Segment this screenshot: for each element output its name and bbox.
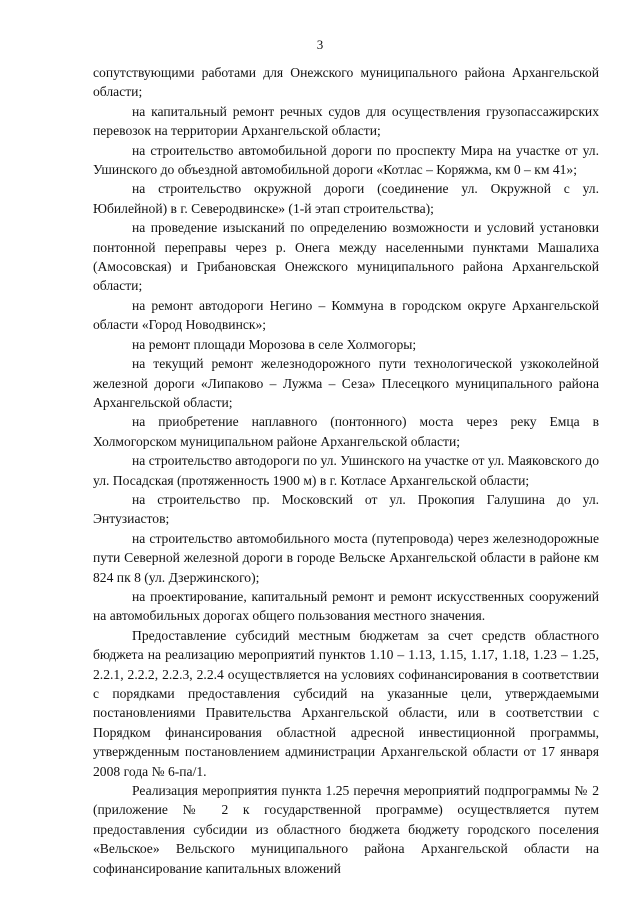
paragraph-3: на строительство автомобильной дороги по проспекту Мира на участке от ул. Ушинского до объездной автомобильной дороги «Котлас – Коряжма, км 0 – км 41»; [93, 142, 599, 178]
paragraph-4: на строительство окружной дороги (соединение ул. Окружной с ул. Юбилейной) в г. Северодвинске» (1-й этап строительства); [93, 181, 599, 216]
paragraph-15: Реализация мероприятия пункта 1.25 перечня мероприятий подпрограммы № 2 (приложение № 2 к государственной программе) осуществляется путем предоставления субсидии из областного бюджета бюджету городского поселения «Вельское» Вельского муниципального района Архангельской области на софинансирование капитальных вложений [93, 783, 599, 876]
paragraph-1: сопутствующими работами для Онежского муниципального района Архангельской области; [93, 65, 599, 100]
paragraph-9: на приобретение наплавного (понтонного) моста через реку Емца в Холмогорском муниципальном районе Архангельской области; [93, 414, 599, 449]
paragraph-14: Предоставление субсидий местным бюджетам за счет средств областного бюджета на реализацию мероприятий пунктов 1.10 – 1.13, 1.15, 1.17, 1.18, 1.23 – 1.25, 2.2.1, 2.2.2, 2.2.3, 2.2.4 осуществляется на условиях софинансирования в соответствии с порядками предоставления субсидий на указанные цели, утверждаемыми постановлениями Правительства Архангельской области, или в соответствии с Порядком финансирования областной адресной инвестиционной программы, утвержденным постановлением администрации Архангельской области от 17 января 2008 года № 6-па/1. [93, 627, 599, 779]
paragraph-12: на строительство автомобильного моста (путепровода) через железнодорожные пути Северной железной дороги в городе Вельске Архангельской области в районе км 824 пк 8 (ул. Дзержинского); [93, 530, 599, 585]
paragraph-11: на строительство пр. Московский от ул. Прокопия Галушина до ул. Энтузиастов; [93, 491, 599, 527]
paragraph-5: на проведение изысканий по определению возможности и условий установки понтонной переправы через р. Онега между населенными пунктами Машалиха (Амосовская) и Грибановская Онежского муниципального района Архангельской области; [93, 220, 599, 294]
document-body [93, 63, 599, 878]
paragraph-7: на ремонт площади Морозова в селе Холмогоры; [132, 336, 417, 352]
paragraph-8: на текущий ремонт железнодорожного пути технологической узкоколейной железной дороги «Липаково – Лужма – Сеза» Плесецкого муниципального района Архангельской области; [93, 356, 599, 410]
page-number: 3 [316, 37, 324, 52]
paragraph-6: на ремонт автодороги Негино – Коммуна в городском округе Архангельской области «Город Новодвинск»; [93, 297, 599, 333]
paragraph-13: на проектирование, капитальный ремонт и ремонт искусственных сооружений на автомобильных дорогах общего пользования местного значения. [93, 588, 599, 624]
paragraph-2: на капитальный ремонт речных судов для осуществления грузопассажирских перевозок на территории Архангельской области; [93, 103, 599, 139]
paragraph-10: на строительство автодороги по ул. Ушинского на участке от ул. Маяковского до ул. Посадская (протяженность 1900 м) в г. Котласе Архангельской области; [93, 453, 599, 488]
